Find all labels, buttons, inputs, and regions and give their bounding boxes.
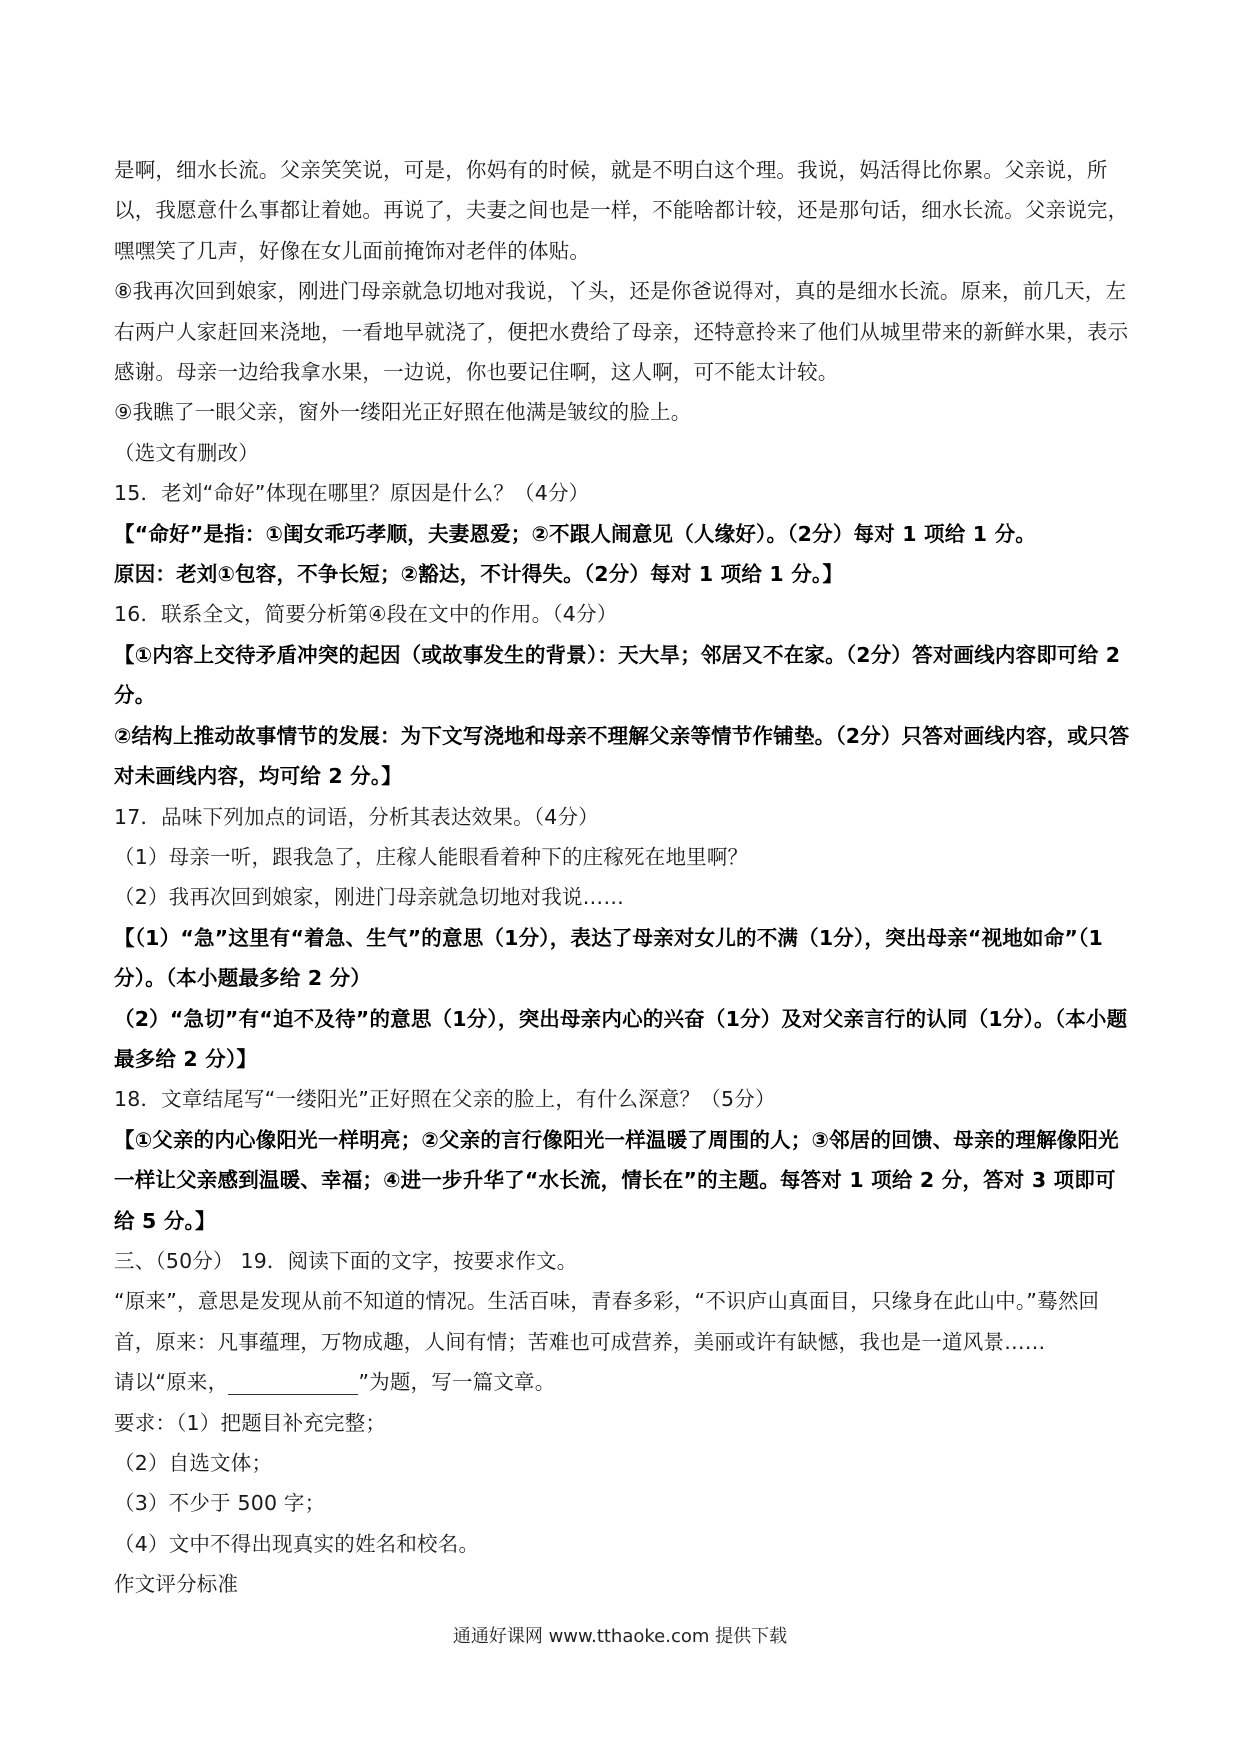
answer-paragraph: 【（1）“急”这里有“着急、生气”的意思（1分），表达了母亲对女儿的不满（1分），突出母亲“视地如命”（1分）。（本小题最多给 2 分）	[114, 925, 1103, 991]
text-paragraph: 三、（50分） 19．阅读下面的文字，按要求作文。	[114, 1248, 578, 1273]
text-paragraph: ⑨我瞧了一眼父亲，窗外一缕阳光正好照在他满是皱纹的脸上。	[114, 400, 692, 425]
text-paragraph: （2）我再次回到娘家，刚进门母亲就急切地对我说……	[114, 885, 625, 910]
text-paragraph: （选文有删改）	[114, 440, 259, 465]
answer-paragraph: 【①内容上交待矛盾冲突的起因（或故事发生的背景）：天大旱；邻居又不在家。（2分）答对画线内容即可给 2 分。	[114, 642, 1121, 708]
text-paragraph: 是啊，细水长流。父亲笑笑说，可是，你妈有的时候，就是不明白这个理。我说，妈活得比你累。父亲说，所以，我愿意什么事都让着她。再说了，夫妻之间也是一样，不能啥都计较，还是那句话，细水长流。父亲说完，嘿嘿笑了几声，好像在女儿面前掩饰对老伴的体贴。	[114, 158, 1129, 263]
text-paragraph: “原来”，意思是发现从前不知道的情况。生活百味，青春多彩，“不识庐山真面目，只缘身在此山中。”蓦然回首，原来：凡事蕴理，万物成趣，人间有情；苦难也可成营养，美丽或许有缺憾，我也是一道风景……	[114, 1289, 1100, 1354]
answer-paragraph: 【①父亲的内心像阳光一样明亮；②父亲的言行像阳光一样温暖了周围的人；③邻居的回馈、母亲的理解像阳光一样让父亲感到温暖、幸福；④进一步升华了“水长流，情长在”的主题。每答对 1 项给 2 分，答对 3 项即可给 5 分。】	[114, 1127, 1119, 1233]
answer-paragraph: 【“命好”是指：①闺女乖巧孝顺，夫妻恩爱；②不跟人闹意见（人缘好）。（2分）每对 1 项给 1 分。	[114, 521, 1036, 546]
requirement-item: （3）不少于 500 字；	[114, 1491, 326, 1516]
requirements-list	[114, 1403, 1132, 1565]
answer-paragraph: 原因：老刘①包容，不争长短；②豁达，不计得失。（2分）每对 1 项给 1 分。】	[114, 562, 844, 587]
page-footer: 通通好课网 www.tthaoke.com 提供下载	[452, 1626, 788, 1647]
essay-title-prompt	[114, 1362, 1132, 1402]
text-paragraph: ⑧我再次回到娘家，刚进门母亲就急切地对我说，丫头，还是你爸说得对，真的是细水长流。原来，前几天，左右两户人家赶回来浇地，一看地早就浇了，便把水费给了母亲，还特意拎来了他们从城里带来的新鲜水果，表示感谢。母亲一边给我拿水果，一边说，你也要记住啊，这人啊，可不能太计较。	[114, 279, 1129, 385]
requirement-item: 要求：（1）把题目补充完整；	[114, 1410, 387, 1435]
text-paragraph: 16．联系全文，简要分析第④段在文中的作用。（4分）	[114, 602, 618, 627]
requirement-item: （4）文中不得出现真实的姓名和校名。	[114, 1531, 480, 1556]
answer-paragraph: ②结构上推动故事情节的发展：为下文写浇地和母亲不理解父亲等情节作铺垫。（2分）只答对画线内容，或只答对未画线内容，均可给 2 分。】	[114, 723, 1130, 789]
answer-paragraph: （2）“急切”有“迫不及待”的意思（1分），突出母亲内心的兴奋（1分）及对父亲言行的认同（1分）。（本小题最多给 2 分）】	[114, 1006, 1128, 1071]
title-blank	[228, 1370, 358, 1395]
title-prompt-after: ”为题，写一篇文章。	[358, 1370, 556, 1395]
title-prompt-before: 请以“原来，	[114, 1370, 229, 1395]
requirement-item: （2）自选文体；	[114, 1451, 273, 1475]
paragraph-list	[114, 150, 1132, 1362]
text-paragraph: 18．文章结尾写“一缕阳光”正好照在父亲的脸上，有什么深意？（5分）	[114, 1087, 776, 1112]
text-paragraph: （1）母亲一听，跟我急了，庄稼人能眼看着种下的庄稼死在地里啊？	[114, 844, 749, 869]
text-paragraph: 15．老刘“命好”体现在哪里？原因是什么？（4分）	[114, 481, 590, 506]
document-body	[114, 150, 1132, 1605]
closing-line: 作文评分标准	[114, 1572, 239, 1597]
text-paragraph: 17．品味下列加点的词语，分析其表达效果。（4分）	[114, 804, 599, 829]
